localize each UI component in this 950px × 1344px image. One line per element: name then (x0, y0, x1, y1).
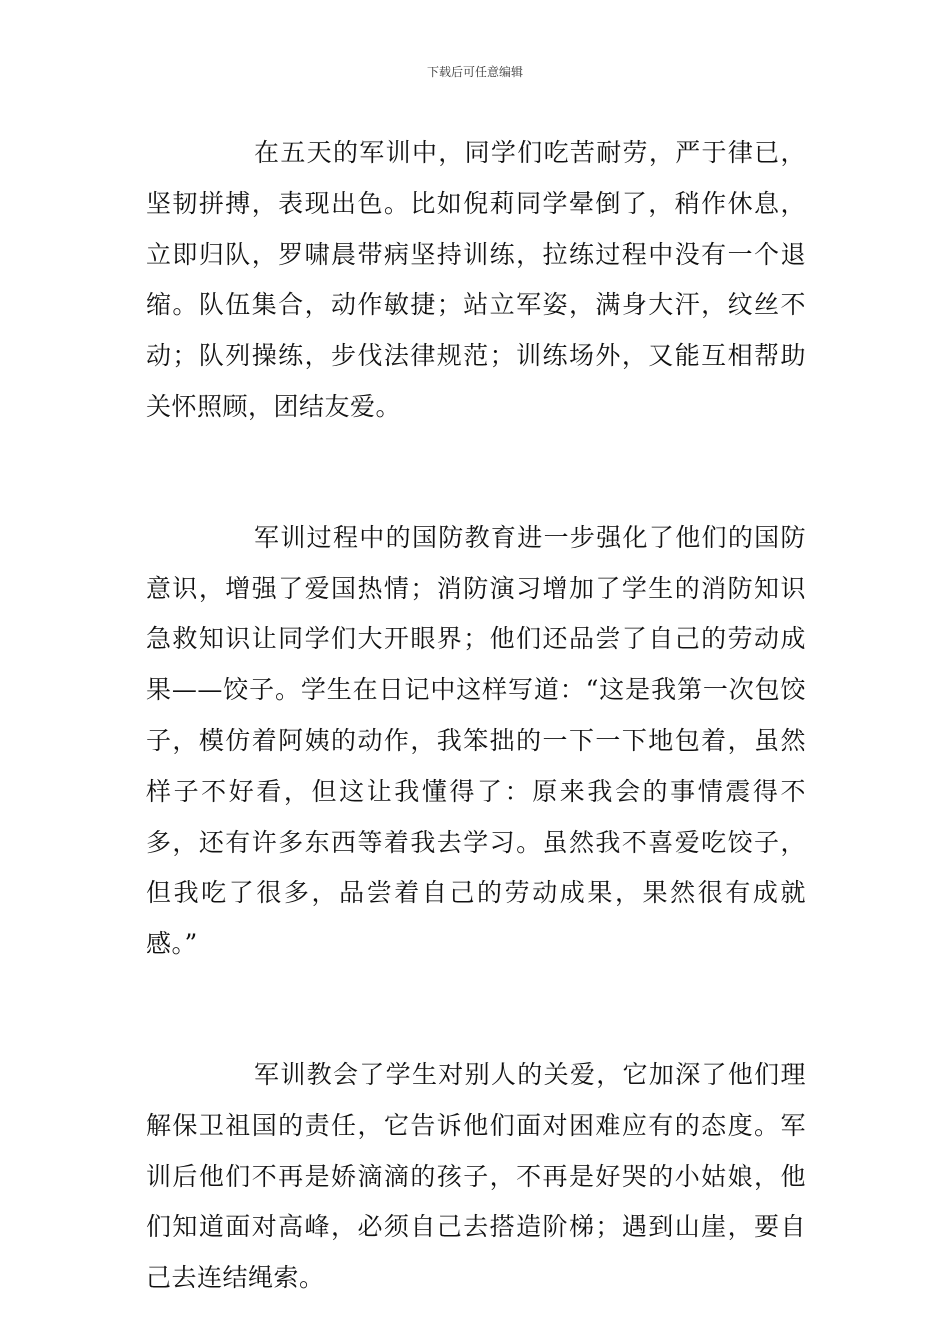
paragraph-training-lessons: 军训教会了学生对别人的关爱，它加深了他们理解保卫祖国的责任，它告诉他们面对困难应有的态度。军训后他们不再是娇滴滴的孩子，不再是好哭的小姑娘，他们知道面对高峰，必须自己去搭造阶梯；遇到山崖，要自己去连结绳索。 (146, 1059, 806, 1293)
paragraph-national-defense-education: 军训过程中的国防教育进一步强化了他们的国防意识，增强了爱国热情；消防演习增加了学生的消防知识急救知识让同学们大开眼界；他们还品尝了自己的劳动成果——饺子。学生在日记中这样写道：“这是我第一次包饺子，模仿着阿姨的动作，我笨拙的一下一下地包着，虽然样子不好看，但这让我懂得了：原来我会的事情震得不多，还有许多东西等着我去学习。虽然我不喜爱吃饺子，但我吃了很多，品尝着自己的劳动成果，果然很有成就感。” (146, 522, 806, 959)
page-header-note: 下载后可任意编辑 (426, 65, 523, 79)
document-body (146, 128, 806, 1304)
paragraph-military-training-performance: 在五天的军训中，同学们吃苦耐劳，严于律已，坚韧拼搏，表现出色。比如倪莉同学晕倒了，稍作休息，立即归队，罗啸晨带病坚持训练，拉练过程中没有一个退缩。队伍集合，动作敏捷；站立军姿，满身大汗，纹丝不动；队列操练，步伐法律规范；训练场外，又能互相帮助关怀照顾，团结友爱。 (146, 138, 806, 421)
